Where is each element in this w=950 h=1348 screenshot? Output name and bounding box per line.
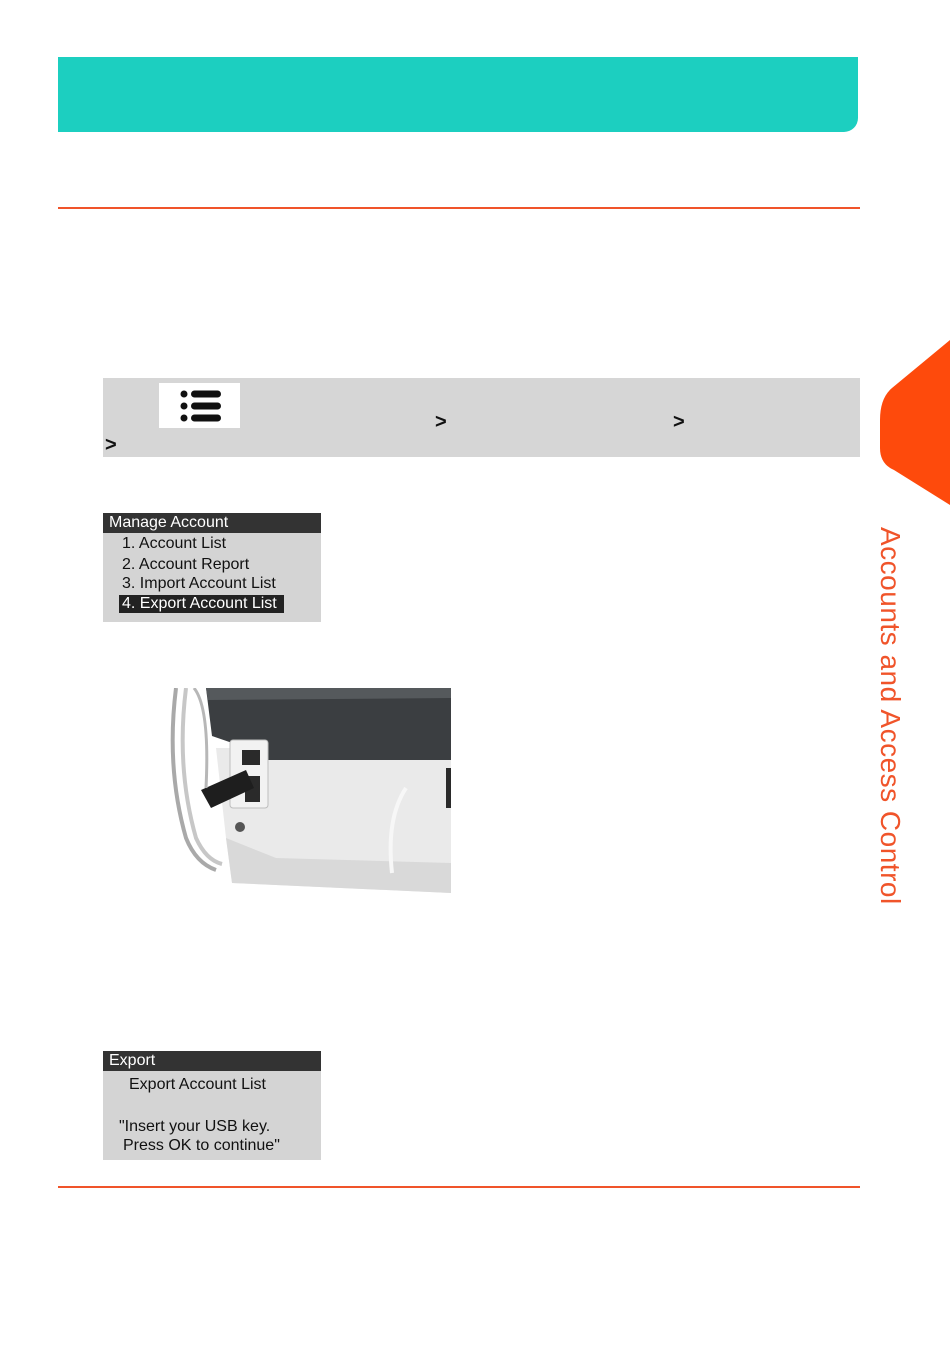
section-header-bar <box>58 57 858 132</box>
menu-list-icon <box>159 383 240 428</box>
export-screen <box>103 1051 321 1160</box>
breadcrumb-separator: > <box>435 411 447 433</box>
screen-title: Manage Account <box>103 513 321 533</box>
breadcrumb-separator: > <box>105 434 117 456</box>
menu-item-export-account-list[interactable]: 4. Export Account List <box>119 595 284 613</box>
export-heading: Export Account List <box>129 1076 266 1093</box>
export-message-line1: "Insert your USB key. <box>119 1118 271 1135</box>
navigation-path-box <box>103 378 860 457</box>
manage-account-screen <box>103 513 321 622</box>
menu-item-account-report[interactable]: 2. Account Report <box>122 556 250 573</box>
usb-port-photo <box>166 688 451 893</box>
section-tab-icon <box>880 340 950 505</box>
section-side-label: Accounts and Access Control <box>875 527 906 905</box>
top-rule <box>58 207 860 209</box>
breadcrumb-separator: > <box>673 411 685 433</box>
export-message-line2: Press OK to continue" <box>123 1137 280 1154</box>
menu-item-import-account-list[interactable]: 3. Import Account List <box>122 575 276 592</box>
menu-item-account-list[interactable]: 1. Account List <box>122 535 227 552</box>
bottom-rule <box>58 1186 860 1188</box>
menu-button[interactable] <box>159 383 240 428</box>
screen-title: Export <box>103 1051 321 1071</box>
